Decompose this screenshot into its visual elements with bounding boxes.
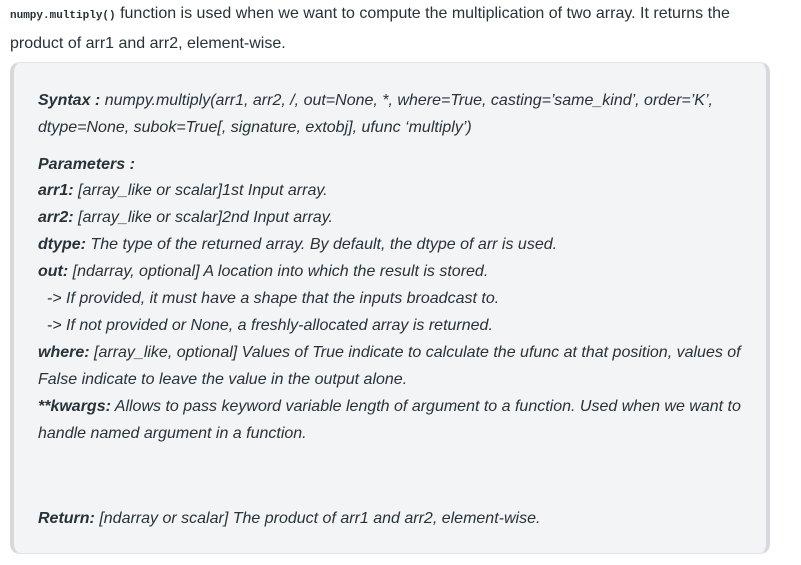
param-arr2-label: arr2:: [38, 209, 74, 226]
param-out-label: out:: [38, 263, 69, 280]
param-kwargs: [38, 397, 741, 417]
param-arr1-label: arr1:: [38, 182, 74, 199]
intro-line-2: product of arr1 and arr2, element-wise.: [10, 35, 286, 52]
syntax-line-2: dtype=None, subok=True[, signature, extobj], ufunc ‘multiply’): [38, 119, 472, 136]
param-where-text-2: False indicate to leave the value in the output alone.: [38, 371, 408, 388]
param-out: [38, 262, 488, 282]
parameters-label: Parameters :: [38, 156, 135, 173]
syntax-label: Syntax :: [38, 92, 101, 109]
param-dtype-label: dtype:: [38, 236, 86, 253]
return-line: [38, 509, 540, 529]
param-out-text: [ndarray, optional] A location into which the result is stored.: [68, 263, 489, 280]
param-arr1: [38, 181, 328, 201]
syntax-line-1: [38, 91, 713, 111]
return-text: [ndarray or scalar] The product of arr1 and arr2, element-wise.: [94, 510, 541, 527]
param-out-sub-2: -> If not provided or None, a freshly-allocated array is returned.: [38, 317, 493, 334]
parameters-heading: [38, 155, 135, 175]
param-arr2: [38, 208, 333, 228]
param-arr1-text: [array_like or scalar]1st Input array.: [73, 182, 328, 199]
param-where: [38, 343, 741, 363]
intro-paragraph: [10, 0, 780, 57]
param-arr2-text: [array_like or scalar]2nd Input array.: [73, 209, 333, 226]
param-kwargs-text-2: handle named argument in a function.: [38, 425, 307, 442]
param-kwargs-label: **kwargs:: [38, 398, 111, 415]
syntax-signature-1: numpy.multiply(arr1, arr2, /, out=None, *, where=True, casting=’same_kind’, order=’K’,: [100, 92, 713, 109]
param-where-text: [array_like, optional] Values of True indicate to calculate the ufunc at that position, values of: [89, 344, 741, 361]
param-out-sub-1: -> If provided, it must have a shape that the inputs broadcast to.: [38, 290, 500, 307]
param-dtype-text: The type of the returned array. By default, the dtype of arr is used.: [86, 236, 558, 253]
function-code: numpy.multiply(): [10, 10, 116, 22]
param-dtype: [38, 235, 557, 255]
return-label: Return:: [38, 510, 95, 527]
intro-line-1: [10, 0, 780, 30]
param-where-label: where:: [38, 344, 90, 361]
intro-line-1-text: function is used when we want to compute the multiplication of two array. It returns the: [115, 5, 730, 22]
param-kwargs-text: Allows to pass keyword variable length of argument to a function. Used when we want to: [110, 398, 741, 415]
